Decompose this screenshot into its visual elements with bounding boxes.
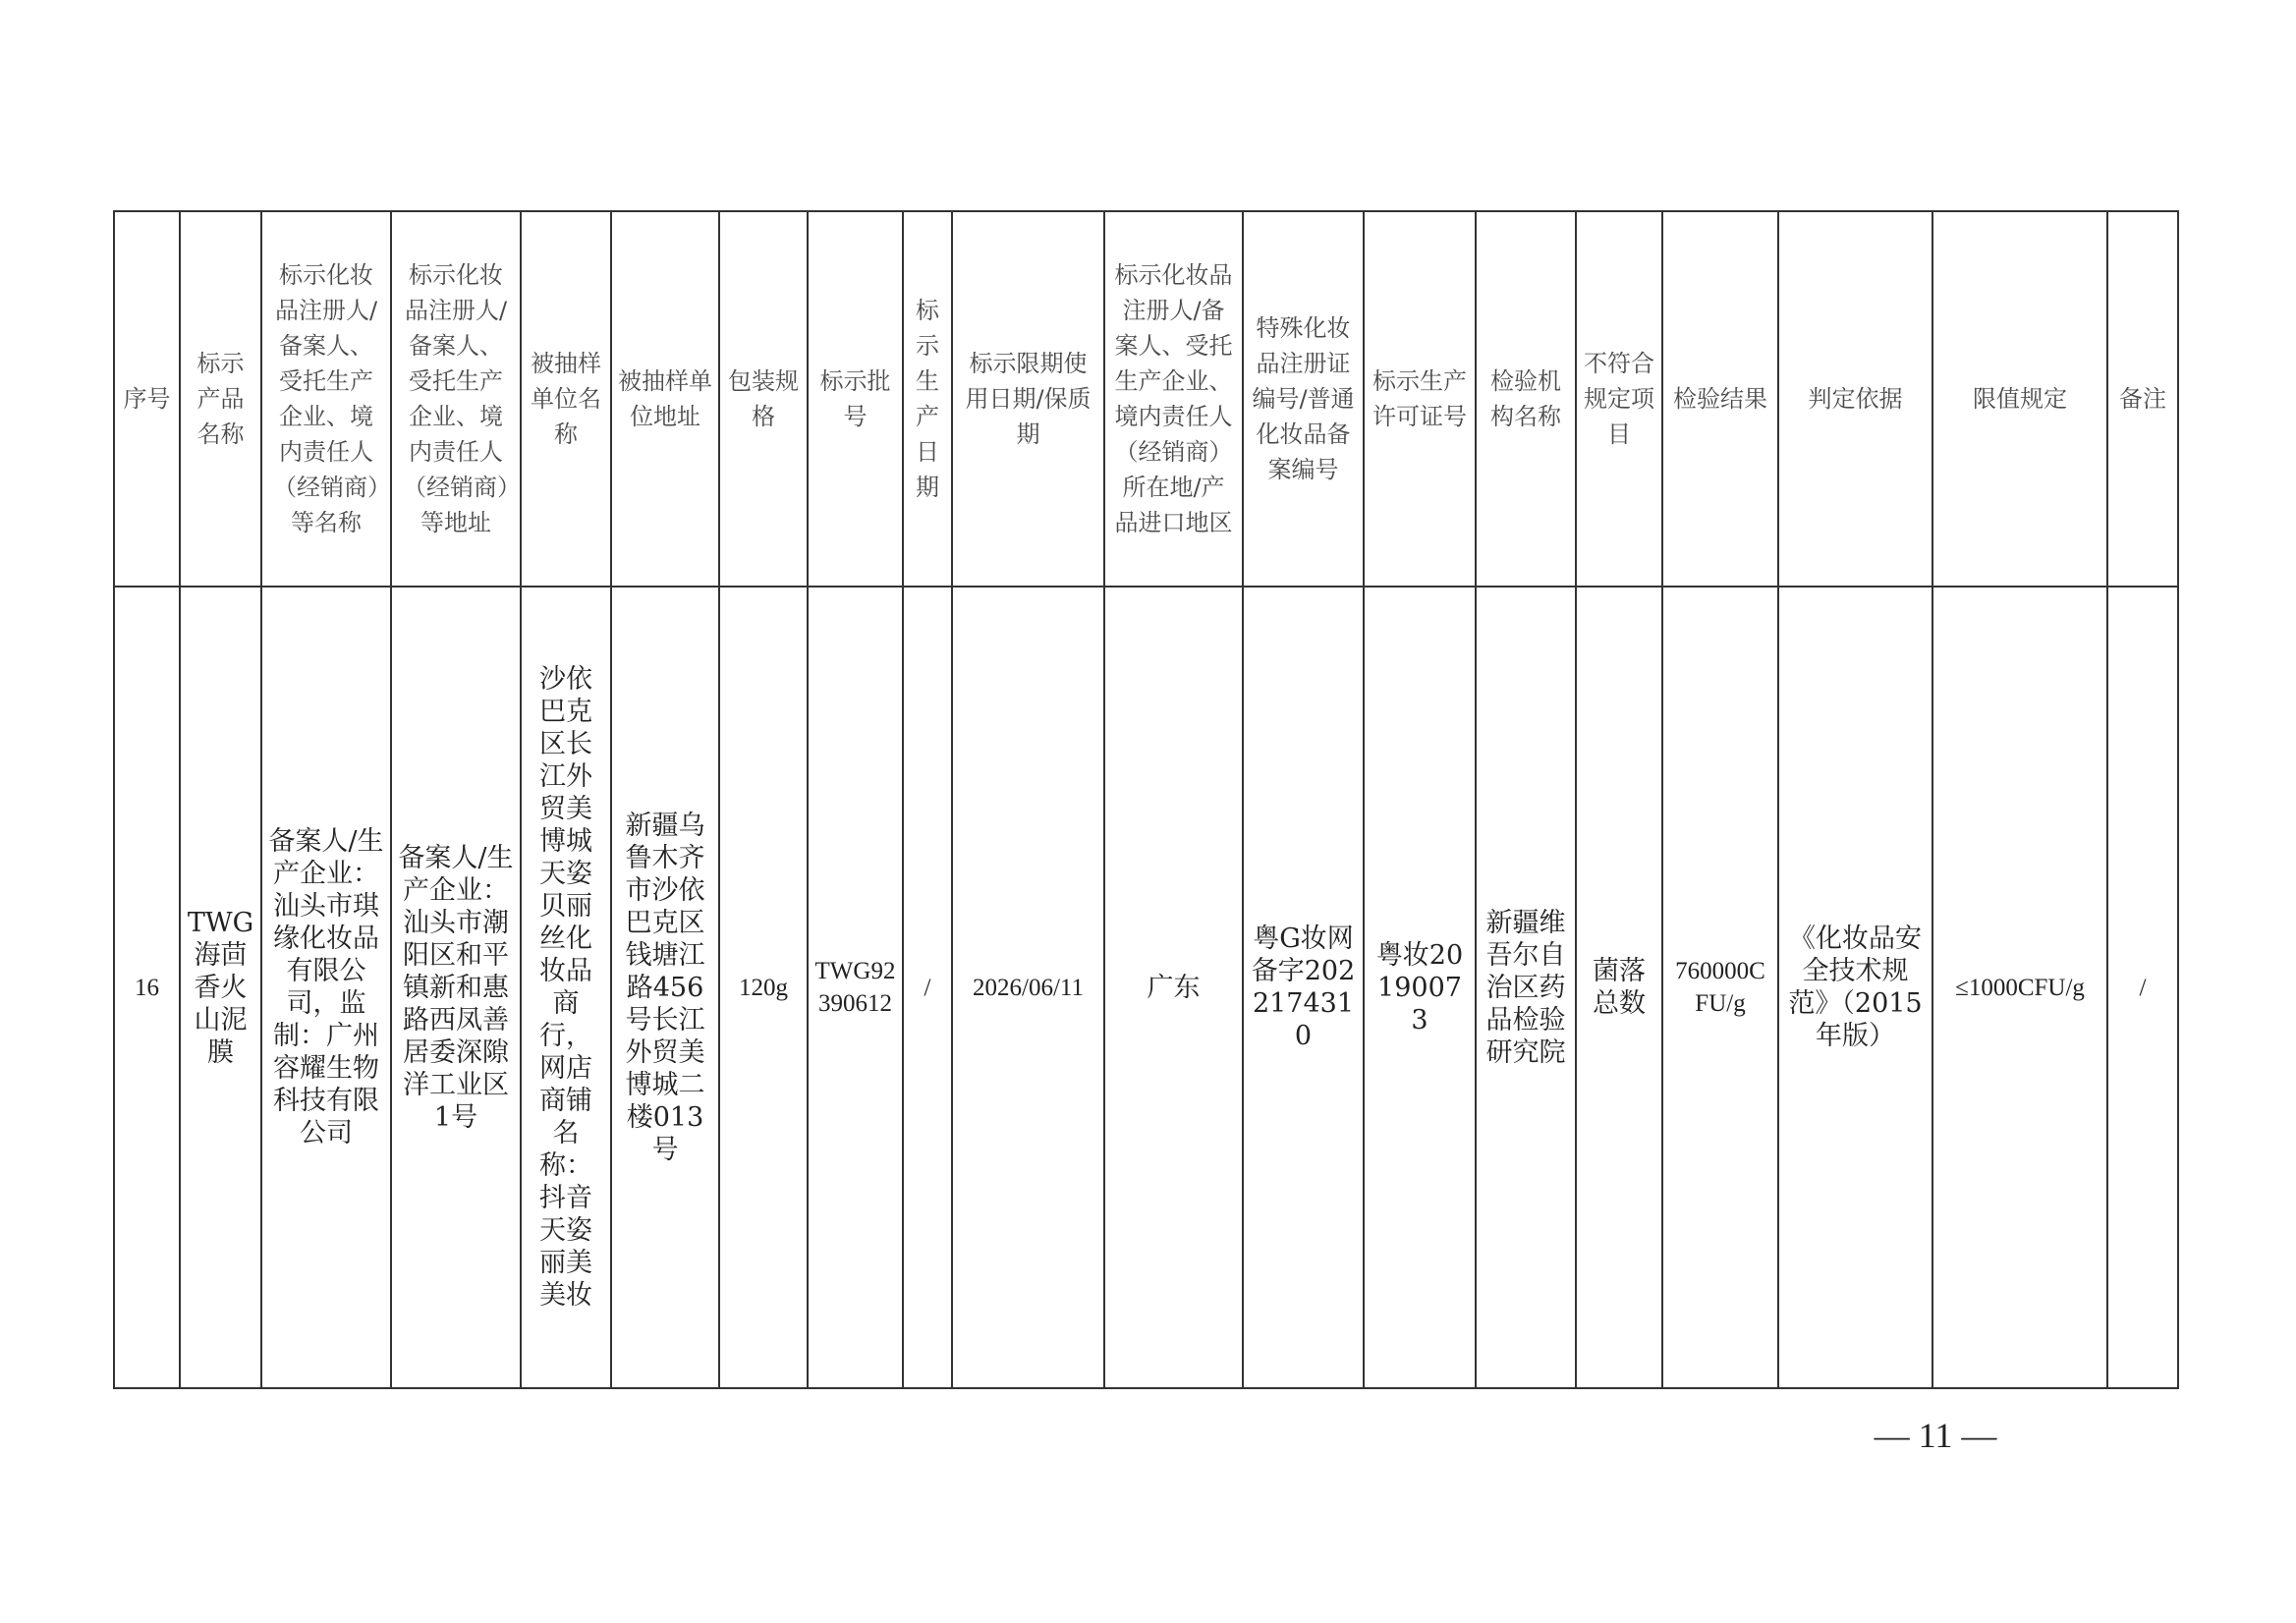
cell-location: 广东 [1104,587,1243,1388]
sampling-result-table [113,210,2179,1389]
table-row [114,587,2178,1388]
header-cell: 标示限期使用日期/保质期 [952,211,1104,587]
cell-batch-no: TWG92390612 [808,587,903,1388]
cell-registration-no: 粤G妆网备字2022174310 [1243,587,1364,1388]
cell-company-name: 备案人/生产企业：汕头市琪缘化妆品有限公司，监制：广州容耀生物科技有限公司 [261,587,391,1388]
cell-production-license: 粤妆20190073 [1364,587,1476,1388]
cell-sampled-unit-name: 沙依巴克区长江外贸美博城天姿贝丽丝化妆品商行，网店商铺名称：抖音天姿丽美美妆 [521,587,611,1388]
header-cell: 被抽样单位名称 [521,211,611,587]
header-cell: 标示批号 [808,211,903,587]
cell-test-result: 760000CFU/g [1662,587,1778,1388]
cell-seq: 16 [114,587,180,1388]
cell-package-spec: 120g [719,587,808,1388]
header-cell: 标示生产日期 [903,211,952,587]
cell-nonconforming-item: 菌落总数 [1576,587,1662,1388]
cell-sampled-unit-address: 新疆乌鲁木齐市沙依巴克区钱塘江路456号长江外贸美博城二楼013号 [611,587,719,1388]
header-cell: 标示化妆品注册人/备案人、受托生产企业、境内责任人（经销商）等地址 [391,211,521,587]
header-cell: 备注 [2107,211,2178,587]
header-cell: 特殊化妆品注册证编号/普通化妆品备案编号 [1243,211,1364,587]
cell-limit: ≤1000CFU/g [1932,587,2107,1388]
header-cell: 序号 [114,211,180,587]
header-cell: 标示产品名称 [180,211,261,587]
header-cell: 判定依据 [1778,211,1932,587]
header-cell: 限值规定 [1932,211,2107,587]
header-cell: 标示生产许可证号 [1364,211,1476,587]
header-cell: 检验机构名称 [1476,211,1576,587]
cell-basis: 《化妆品安全技术规范》（2015年版） [1778,587,1932,1388]
header-cell: 包装规格 [719,211,808,587]
header-cell: 检验结果 [1662,211,1778,587]
cell-company-address: 备案人/生产企业：汕头市潮阳区和平镇新和惠路西凤善居委深隙洋工业区1号 [391,587,521,1388]
page-number: — 11 — [1874,1416,1997,1455]
cell-production-date: / [903,587,952,1388]
table-header-row [114,211,2178,587]
header-cell: 不符合规定项目 [1576,211,1662,587]
cell-product-name: TWG海茴香火山泥膜 [180,587,261,1388]
header-cell: 标示化妆品注册人/备案人、受托生产企业、境内责任人（经销商）等名称 [261,211,391,587]
cell-testing-institution: 新疆维吾尔自治区药品检验研究院 [1476,587,1576,1388]
cell-expiry: 2026/06/11 [952,587,1104,1388]
header-cell: 标示化妆品注册人/备案人、受托生产企业、境内责任人（经销商）所在地/产品进口地区 [1104,211,1243,587]
header-cell: 被抽样单位地址 [611,211,719,587]
cell-remarks: / [2107,587,2178,1388]
